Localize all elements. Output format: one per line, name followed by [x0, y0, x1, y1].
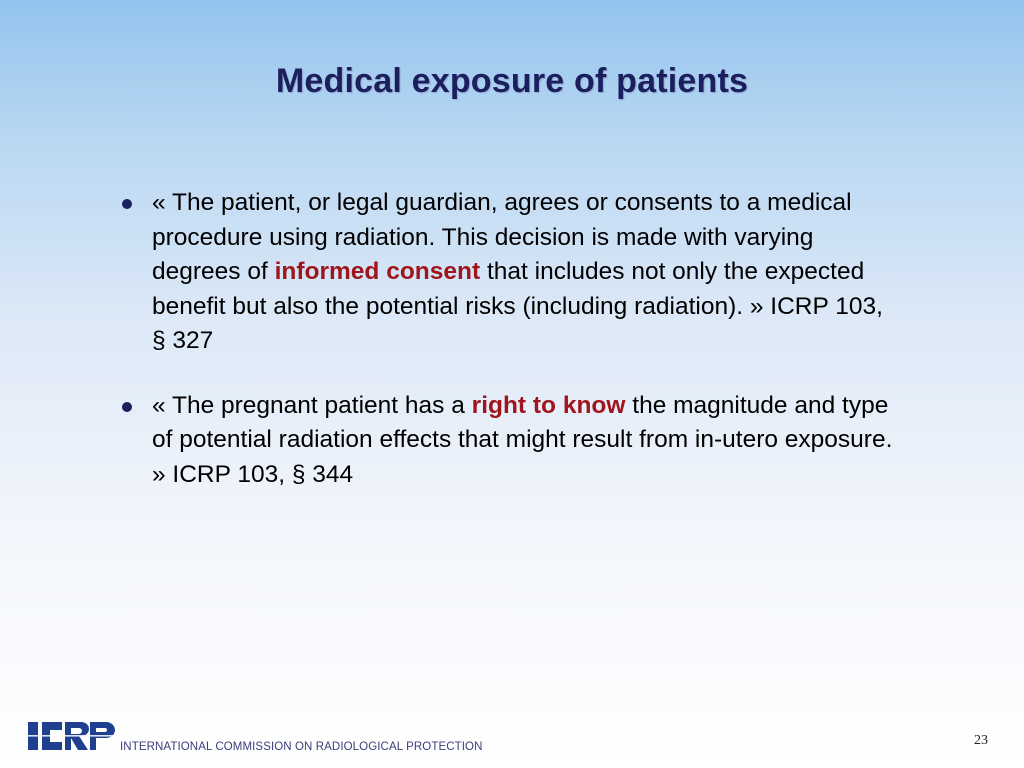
bullet-text: « The pregnant patient has a — [152, 391, 472, 419]
bullet-list — [118, 186, 898, 492]
bullet-text: the magnitude and type of potential radiation effects that might result from in-utero exposure. » ICRP 103, § 344 — [152, 391, 893, 488]
bullet-dot-icon — [122, 402, 132, 412]
organization-name: INTERNATIONAL COMMISSION ON RADIOLOGICAL PROTECTION — [120, 741, 483, 753]
page-number: 23 — [974, 733, 988, 748]
icrp-logo — [28, 718, 116, 752]
slide-title: Medical exposure of patients — [275, 62, 749, 100]
icrp-logo-icon — [28, 718, 116, 752]
bullet-text: that includes not only the expected benefit but also the potential risks (including radiation). » ICRP 103, § 327 — [152, 258, 883, 354]
bullet-item — [118, 389, 898, 493]
bullet-emphasis: informed consent — [274, 258, 481, 285]
bullet-emphasis: right to know — [471, 391, 626, 419]
bullet-item — [118, 186, 898, 359]
bullet-dot-icon — [122, 199, 132, 209]
bullet-text: « The patient, or legal guardian, agrees or consents to a medical procedure using radiation. This decision is made with varying degrees of — [152, 189, 852, 285]
